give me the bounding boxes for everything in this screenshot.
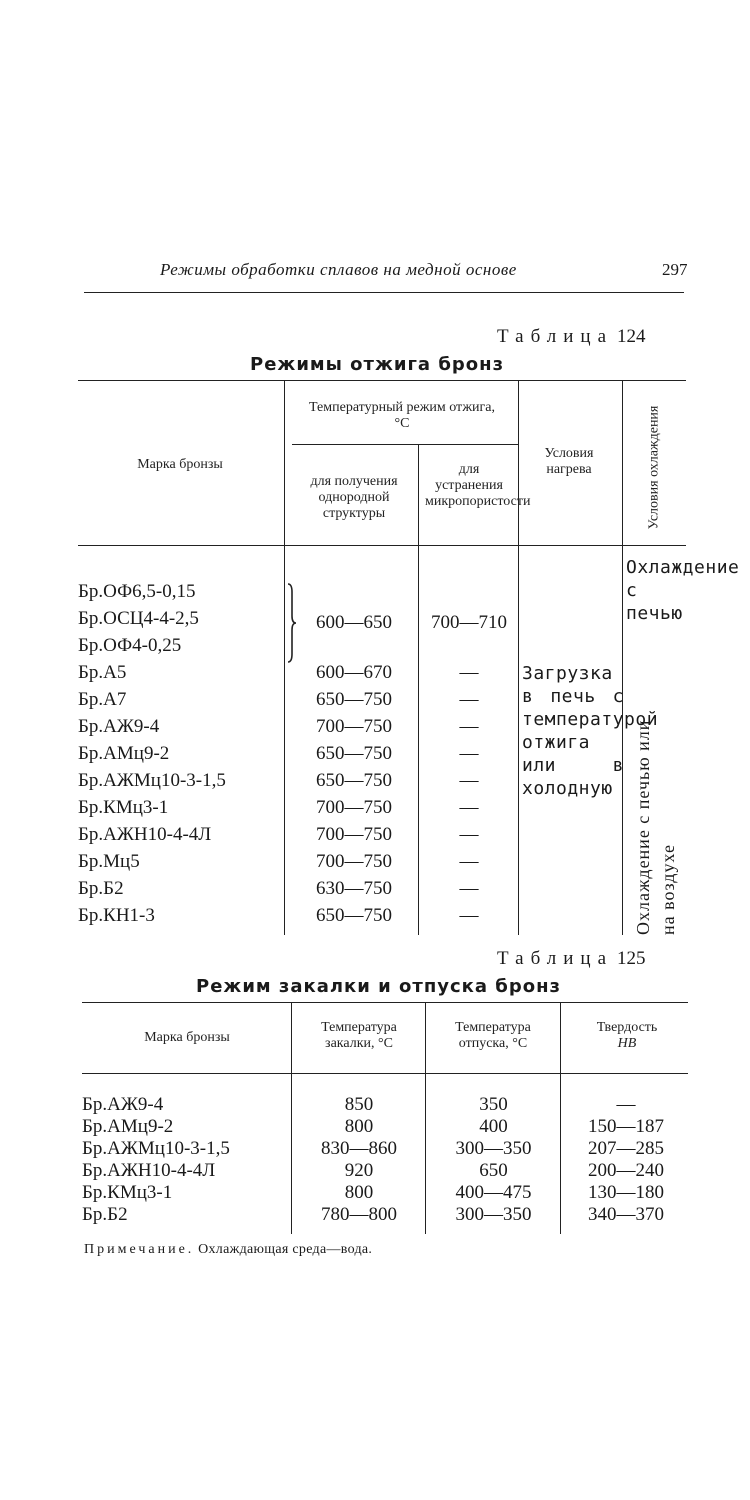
table-row: Бр.АЖМц10-3-1,5 — [82, 1138, 230, 1159]
table-row: Бр.Б2 — [78, 878, 124, 899]
table-row: Бр.АЖ9-4 — [78, 716, 160, 737]
table-row: Бр.А7 — [78, 689, 127, 710]
table-cell: 700—750 — [316, 851, 392, 872]
table-cell: 800 — [344, 1182, 374, 1203]
table-cell: — — [459, 743, 479, 764]
table-cell: — — [459, 851, 479, 872]
table-row: Бр.АМц9-2 — [82, 1116, 174, 1137]
table-cell: 350 — [479, 1094, 508, 1115]
table-label: Таблица — [497, 326, 614, 347]
table-cell: — — [459, 797, 479, 818]
table-rule — [82, 1073, 688, 1074]
header-hardness-unit: HB — [617, 1036, 637, 1051]
table-cell: 780—800 — [321, 1204, 397, 1225]
table-cell: 400 — [479, 1116, 508, 1137]
table-cell: 650—750 — [316, 770, 392, 791]
table-row: Бр.АЖ9-4 — [82, 1094, 164, 1115]
table-cell: 207—285 — [588, 1138, 664, 1159]
table-cell: 300—350 — [455, 1138, 532, 1159]
table-cell: 600—670 — [316, 662, 392, 683]
header-heating-conditions: Условия нагрева — [544, 446, 594, 477]
table-cell: 920 — [344, 1160, 374, 1181]
table-cell: — — [459, 662, 479, 683]
table-row: Бр.ОФ6,5-0,15 — [78, 581, 196, 602]
grade-column — [82, 1094, 292, 1226]
header-cooling-conditions: Условия охлаждения — [646, 405, 662, 530]
table-cell: — — [459, 878, 479, 899]
table-cell: 700—750 — [316, 797, 392, 818]
table-cell: — — [459, 689, 479, 710]
table-cell: 600—650 — [316, 612, 392, 633]
header-grade: Марка бронзы — [144, 1030, 230, 1045]
table-cell: 130—180 — [588, 1182, 664, 1203]
table-row: Бр.КН1-3 — [78, 905, 155, 926]
table-cell: 150—187 — [588, 1116, 664, 1137]
table-row: Бр.А5 — [78, 662, 127, 683]
table-124-title: Режимы отжига бронз — [250, 354, 505, 375]
table-cell: 400—475 — [455, 1182, 532, 1203]
table-row: Бр.ОСЦ4-4-2,5 — [78, 608, 199, 629]
table-cell: 340—370 — [588, 1204, 664, 1225]
table-cell: 830—860 — [321, 1138, 397, 1159]
table-cell: 700—750 — [316, 716, 392, 737]
header-temper-temperature: Температура отпуска, °С — [455, 1020, 531, 1051]
table-label: Таблица — [497, 948, 614, 969]
table-cell: 630—750 — [316, 878, 392, 899]
hardness-column — [562, 1094, 690, 1226]
page-number: 297 — [662, 260, 688, 279]
header-grade: Марка бронзы — [137, 457, 223, 472]
cooling-furnace-text: Охлаждение с печью — [626, 557, 740, 624]
table-row: Бр.АЖН10-4-4Л — [82, 1160, 216, 1181]
table-row: Бр.АЖН10-4-4Л — [78, 824, 212, 845]
table-number: 124 — [617, 326, 646, 347]
table-cell: 850 — [344, 1094, 374, 1115]
table-row: Бр.ОФ4-0,25 — [78, 635, 182, 656]
table-row: Бр.АЖМц10-3-1,5 — [78, 770, 226, 791]
heating-conditions-text: Загрузка в печь с температурой отжига или в холодную — [522, 663, 659, 799]
table-note — [84, 1242, 372, 1258]
table-cell: — — [459, 770, 479, 791]
table-125-title: Режим закалки и отпуска бронз — [196, 976, 562, 997]
table-cell: 200—240 — [588, 1160, 664, 1181]
table-cell: 650—750 — [316, 905, 392, 926]
table-cell: 300—350 — [455, 1204, 532, 1225]
table-cell: 700—710 — [431, 612, 507, 633]
table-cell: 650—750 — [316, 689, 392, 710]
header-microporosity: для устранения микропористости — [425, 462, 531, 509]
table-rule — [82, 1002, 688, 1003]
table-row: Бр.Б2 — [82, 1204, 128, 1225]
table-row: Бр.КМц3-1 — [82, 1182, 173, 1203]
table-number: 125 — [617, 948, 646, 969]
note-label: Примечание. — [84, 1242, 195, 1257]
running-header-title: Режимы обработки сплавов на медной основе — [160, 260, 517, 279]
table-cell: — — [616, 1094, 636, 1115]
note-text: Охлаждающая среда—вода. — [198, 1242, 373, 1257]
table-cell: 650 — [479, 1160, 508, 1181]
header-quench-temperature: Температура закалки, °С — [321, 1020, 397, 1051]
table-cell: 700—750 — [316, 824, 392, 845]
header-temperature-mode: Температурный режим отжига, °С — [309, 400, 495, 431]
table-cell: — — [459, 716, 479, 737]
table-cell: 650—750 — [316, 743, 392, 764]
table-cell: — — [459, 824, 479, 845]
table-row: Бр.Мц5 — [78, 851, 140, 872]
header-uniform-structure: для получения однородной структуры — [310, 474, 398, 521]
table-cell: — — [459, 905, 479, 926]
quench-column — [293, 1094, 425, 1226]
header-hardness-label: Твердость — [596, 1020, 658, 1035]
temper-column — [427, 1094, 560, 1226]
column-rule — [425, 1002, 426, 1234]
table-cell: 800 — [344, 1116, 374, 1137]
header-hardness — [568, 1020, 686, 1052]
column-rule — [560, 1002, 561, 1234]
table-row: Бр.КМц3-1 — [78, 797, 169, 818]
table-row: Бр.АМц9-2 — [78, 743, 170, 764]
cooling-air-text: Охлаждение с печью или на воздухе — [633, 719, 678, 935]
